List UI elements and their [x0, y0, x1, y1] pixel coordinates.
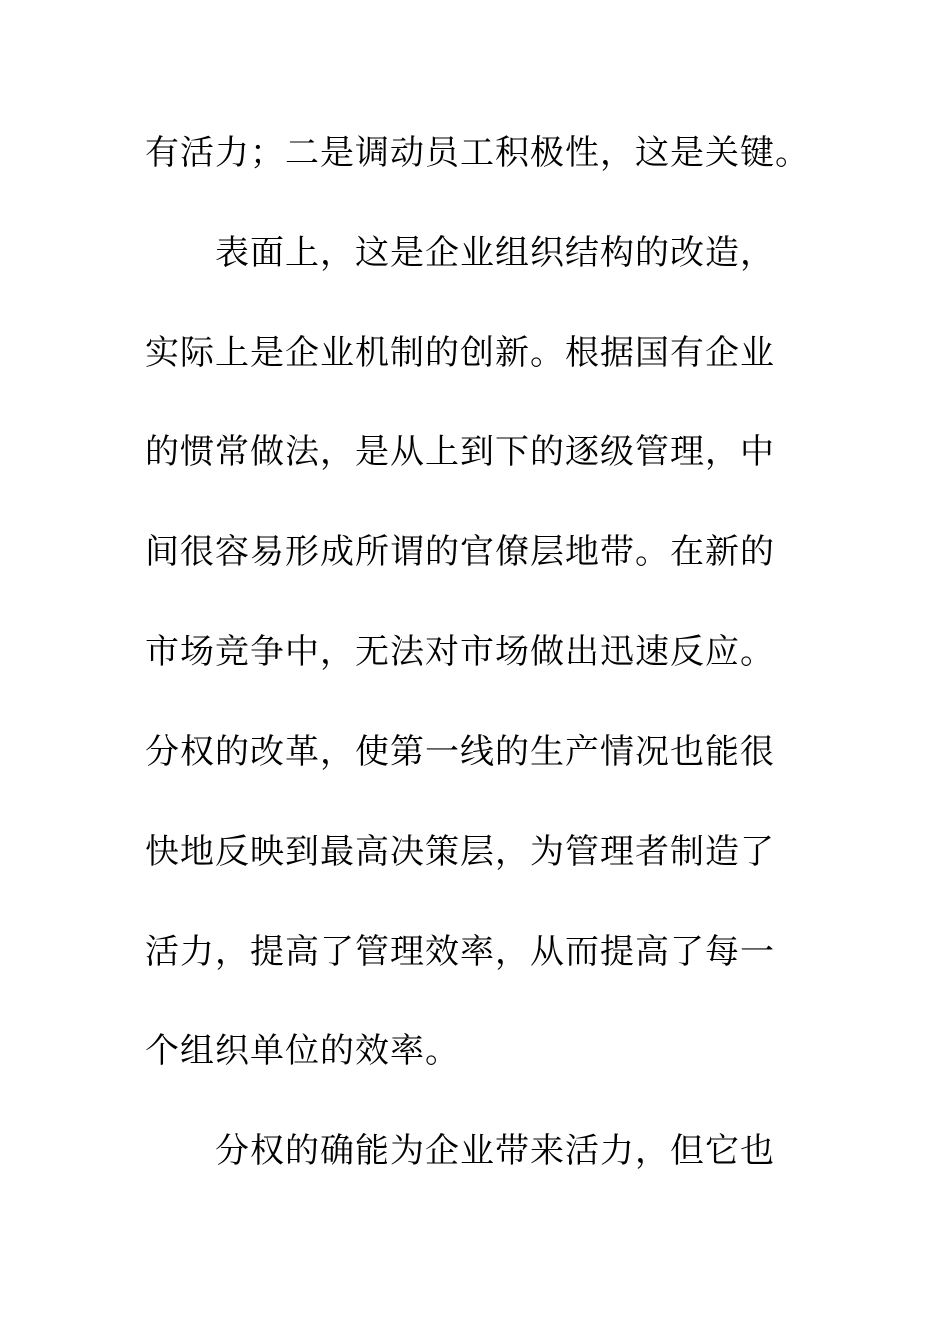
text-line: 有活力；二是调动员工积极性，这是关键。 [145, 133, 810, 173]
paragraph-start-line: 分权的确能为企业带来活力，但它也 [215, 1131, 775, 1171]
text-line: 活力，提高了管理效率，从而提高了每一 [145, 932, 775, 972]
text-line: 市场竞争中，无法对市场做出迅速反应。 [145, 632, 775, 672]
text-line: 个组织单位的效率。 [145, 1031, 460, 1071]
text-line: 分权的改革，使第一线的生产情况也能很 [145, 732, 775, 772]
text-line: 快地反映到最高决策层，为管理者制造了 [145, 832, 775, 872]
text-line: 实际上是企业机制的创新。根据国有企业 [145, 333, 775, 373]
text-line: 间很容易形成所谓的官僚层地带。在新的 [145, 532, 775, 572]
text-line: 的惯常做法，是从上到下的逐级管理，中 [145, 432, 775, 472]
paragraph-start-line: 表面上，这是企业组织结构的改造， [215, 233, 775, 273]
